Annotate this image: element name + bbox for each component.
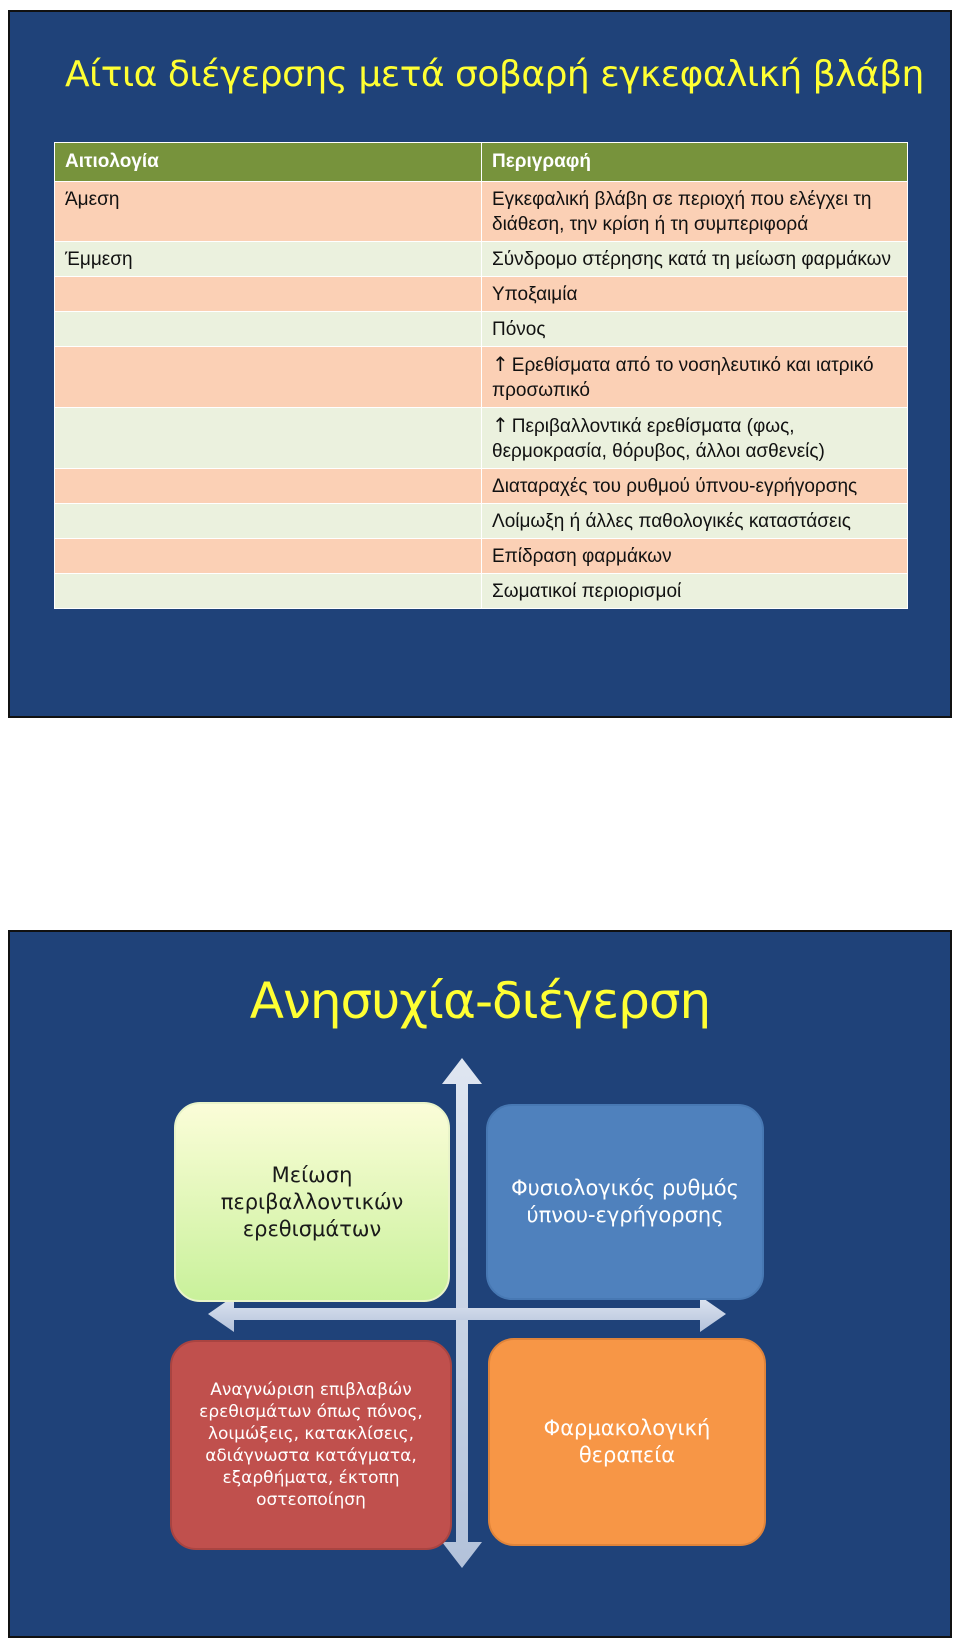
etiology-cell: [55, 277, 482, 312]
causes-table: [54, 142, 908, 609]
etiology-cell: [55, 504, 482, 539]
description-text: Περιβαλλοντικά ερεθίσματα (φως, θερμοκρασία, θόρυβος, άλλοι ασθενείς): [492, 416, 825, 462]
description-text: Επίδραση φαρμάκων: [492, 546, 672, 567]
table-row: [55, 347, 908, 408]
etiology-cell: [55, 574, 482, 609]
header-etiology: Αιτιολογία: [55, 143, 482, 182]
axes-diagram: [10, 932, 950, 1636]
etiology-cell: Έμμεση: [55, 242, 482, 277]
description-cell: [482, 408, 908, 469]
quadrant-label: Φυσιολογικός ρυθμός ύπνου-εγρήγορσης: [511, 1176, 739, 1227]
table-body: [55, 182, 908, 609]
description-text: Διαταραχές του ρυθμού ύπνου-εγρήγορσης: [492, 476, 858, 497]
quadrant-pharmacological-therapy: [488, 1338, 766, 1546]
arrow-up-icon: ↑: [492, 413, 509, 437]
table-row: [55, 574, 908, 609]
quadrant-label: Αναγνώριση επιβλαβών ερεθισμάτων όπως πόνος, λοιμώξεις, κατακλίσεις, αδιάγνωστα κατάγματα, εξαρθήματα, έκτοπη οστεοποίηση: [199, 1380, 423, 1510]
quadrant-label: Μείωση περιβαλλοντικών ερεθισμάτων: [220, 1162, 404, 1241]
table-row: [55, 504, 908, 539]
description-text: Εγκεφαλική βλάβη σε περιοχή που ελέγχει τη διάθεση, την κρίση ή τη συμπεριφορά: [492, 189, 872, 235]
description-text: Σύνδρομο στέρησης κατά τη μείωση φαρμάκων: [492, 249, 891, 270]
description-cell: [482, 504, 908, 539]
slide-causes: [8, 10, 952, 718]
description-text: Ερεθίσματα από το νοσηλευτικό και ιατρικό προσωπικό: [492, 355, 874, 401]
slide-agitation: [8, 930, 952, 1638]
etiology-cell: [55, 408, 482, 469]
table-row: [55, 469, 908, 504]
description-cell: [482, 312, 908, 347]
etiology-cell: [55, 347, 482, 408]
description-text: Σωματικοί περιορισμοί: [492, 581, 682, 602]
quadrant-reduce-stimuli: [174, 1102, 450, 1302]
table-header-row: [55, 143, 908, 182]
table-row: [55, 312, 908, 347]
quadrant-sleep-rhythm: [486, 1104, 764, 1300]
slide-title: Ανησυχία-διέγερση: [249, 972, 711, 1030]
header-description: Περιγραφή: [482, 143, 908, 182]
description-cell: [482, 539, 908, 574]
description-cell: [482, 347, 908, 408]
etiology-cell: Άμεση: [55, 182, 482, 242]
arrow-up-icon: ↑: [492, 352, 509, 376]
description-cell: [482, 574, 908, 609]
description-cell: [482, 277, 908, 312]
description-cell: [482, 182, 908, 242]
etiology-cell: [55, 312, 482, 347]
quadrant-label: Φαρμακολογική θεραπεία: [543, 1416, 711, 1467]
description-text: Πόνος: [492, 319, 546, 340]
table-row: [55, 277, 908, 312]
quadrant-identify-harmful-stimuli: [170, 1340, 452, 1550]
table-row: [55, 408, 908, 469]
table-row: [55, 182, 908, 242]
etiology-cell: [55, 469, 482, 504]
description-text: Υποξαιμία: [492, 284, 578, 305]
slide-title: Αίτια διέγερσης μετά σοβαρή εγκεφαλική βλάβη: [65, 54, 924, 95]
description-cell: [482, 469, 908, 504]
description-cell: [482, 242, 908, 277]
table-row: [55, 539, 908, 574]
description-text: Λοίμωξη ή άλλες παθολογικές καταστάσεις: [492, 511, 851, 532]
table-row: [55, 242, 908, 277]
etiology-cell: [55, 539, 482, 574]
